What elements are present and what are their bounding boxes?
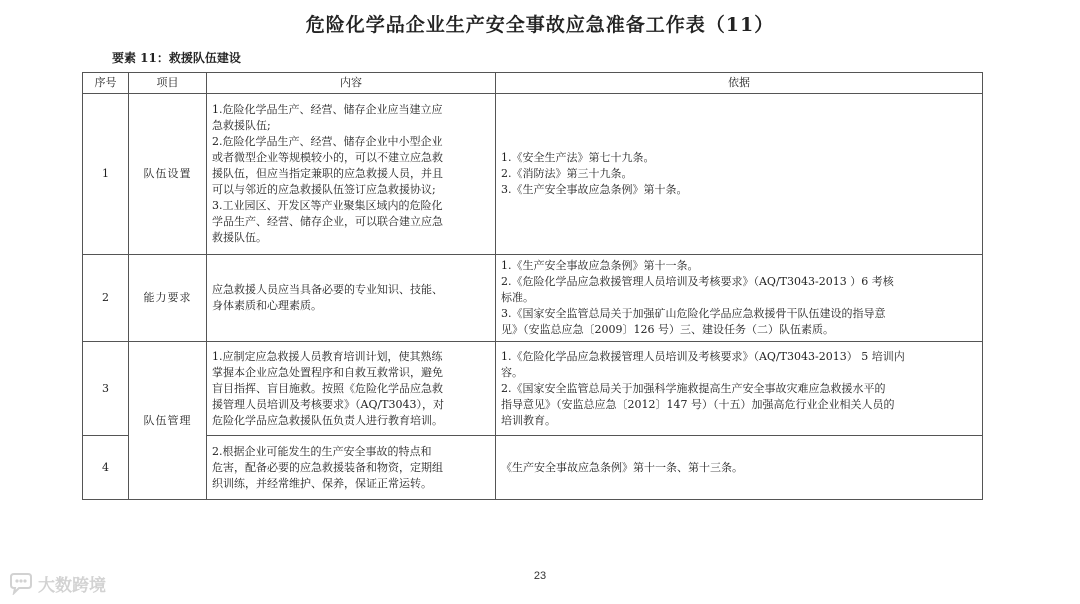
basis-line: 容。 xyxy=(501,365,523,379)
content-line: 或者微型企业等规模较小的，可以不建立应急救 xyxy=(212,151,443,164)
basis-line: 培训教育。 xyxy=(501,413,556,427)
row-content xyxy=(207,436,496,500)
content-line: 2.危险化学品生产、经营、储存企业中小型企业 xyxy=(212,135,443,148)
basis-line: 1.《危险化学品应急救援管理人员培训及考核要求》（AQ/T3043-2013） 5 培训内 xyxy=(501,349,905,363)
content-line: 危险化学品应急救援队伍负责人进行教育培训。 xyxy=(212,413,443,427)
content-line: 应急救援人员应当具备必要的专业知识、技能、 xyxy=(212,283,443,296)
content-line: 学品生产、经营、储存企业，可以联合建立应急 xyxy=(212,215,443,228)
preparation-table xyxy=(82,72,983,500)
basis-line: 《生产安全事故应急条例》第十一条、第十三条。 xyxy=(501,460,743,474)
element-heading: 要素 11：救援队伍建设 xyxy=(112,51,241,65)
content-line: 盲目指挥、盲目施救。按照《危险化学品应急救 xyxy=(212,381,443,395)
basis-line: 指导意见》（安监总应急〔2012〕147 号）（十五）加强高危行业企业相关人员的 xyxy=(501,397,895,411)
row-basis xyxy=(496,94,983,255)
row-number: 1 xyxy=(83,94,129,255)
content-line: 援队伍，但应当指定兼职的应急救援人员，并且 xyxy=(212,167,443,180)
row-basis xyxy=(496,342,983,436)
basis-line: 2.《危险化学品应急救援管理人员培训及考核要求》（AQ/T3043-2013 ）6 考核 xyxy=(501,275,894,288)
chat-bubble-logo-icon xyxy=(8,573,34,595)
basis-line: 2.《国家安全监管总局关于加强科学施救提高生产安全事故灾难应急救援水平的 xyxy=(501,381,886,395)
row-basis xyxy=(496,255,983,342)
content-line: 援管理人员培训及考核要求》（AQ/T3043），对 xyxy=(212,397,444,411)
content-line: 掌握本企业应急处置程序和自救互救常识，避免 xyxy=(212,365,443,379)
header-item: 项目 xyxy=(129,73,207,94)
basis-line: 1.《生产安全事故应急条例》第十一条。 xyxy=(501,259,699,272)
basis-line: 3.《生产安全事故应急条例》第十条。 xyxy=(501,183,688,196)
basis-line: 标准。 xyxy=(501,291,534,304)
content-line: 可以与邻近的应急救援队伍签订应急救援协议; xyxy=(212,183,436,196)
row-basis xyxy=(496,436,983,500)
table-row xyxy=(83,94,983,255)
content-line: 1.危险化学品生产、经营、储存企业应当建立应 xyxy=(212,103,443,116)
row-content xyxy=(207,342,496,436)
basis-line: 1.《安全生产法》第七十九条。 xyxy=(501,151,655,164)
content-line: 1.应制定应急救援人员教育培训计划，使其熟练 xyxy=(212,349,443,363)
row-content xyxy=(207,255,496,342)
header-content: 内容 xyxy=(207,73,496,94)
header-basis: 依据 xyxy=(496,73,983,94)
content-line: 2.根据企业可能发生的生产安全事故的特点和 xyxy=(212,444,432,458)
table-header-row xyxy=(83,73,983,94)
basis-line: 见》（安监总应急〔2009〕126 号）三、建设任务（二）队伍素质。 xyxy=(501,323,834,336)
header-no: 序号 xyxy=(83,73,129,94)
content-line: 3.工业园区、开发区等产业聚集区域内的危险化 xyxy=(212,199,443,212)
row-number: 2 xyxy=(83,255,129,342)
row-number: 4 xyxy=(83,436,129,500)
row-item: 能力要求 xyxy=(129,255,207,342)
row-number: 3 xyxy=(83,342,129,436)
row-item: 队伍设置 xyxy=(129,94,207,255)
basis-line: 2.《消防法》第三十九条。 xyxy=(501,167,633,180)
row-item: 队伍管理 xyxy=(129,342,207,500)
page-number: 23 xyxy=(533,570,547,582)
content-line: 织训练，并经常维护、保养，保证正常运转。 xyxy=(212,476,432,490)
row-content xyxy=(207,94,496,255)
table-row xyxy=(83,342,983,436)
content-line: 危害，配备必要的应急救援装备和物资，定期组 xyxy=(212,460,443,474)
content-line: 救援队伍。 xyxy=(212,231,267,244)
table-row xyxy=(83,255,983,342)
content-line: 急救援队伍; xyxy=(212,119,271,132)
watermark-text: 大数跨境 xyxy=(38,576,106,596)
table-row xyxy=(83,436,983,500)
watermark xyxy=(8,571,106,596)
basis-line: 3.《国家安全监管总局关于加强矿山危险化学品应急救援骨干队伍建设的指导意 xyxy=(501,307,886,320)
page-title: 危险化学品企业生产安全事故应急准备工作表（11） xyxy=(305,14,775,36)
content-line: 身体素质和心理素质。 xyxy=(212,299,322,312)
